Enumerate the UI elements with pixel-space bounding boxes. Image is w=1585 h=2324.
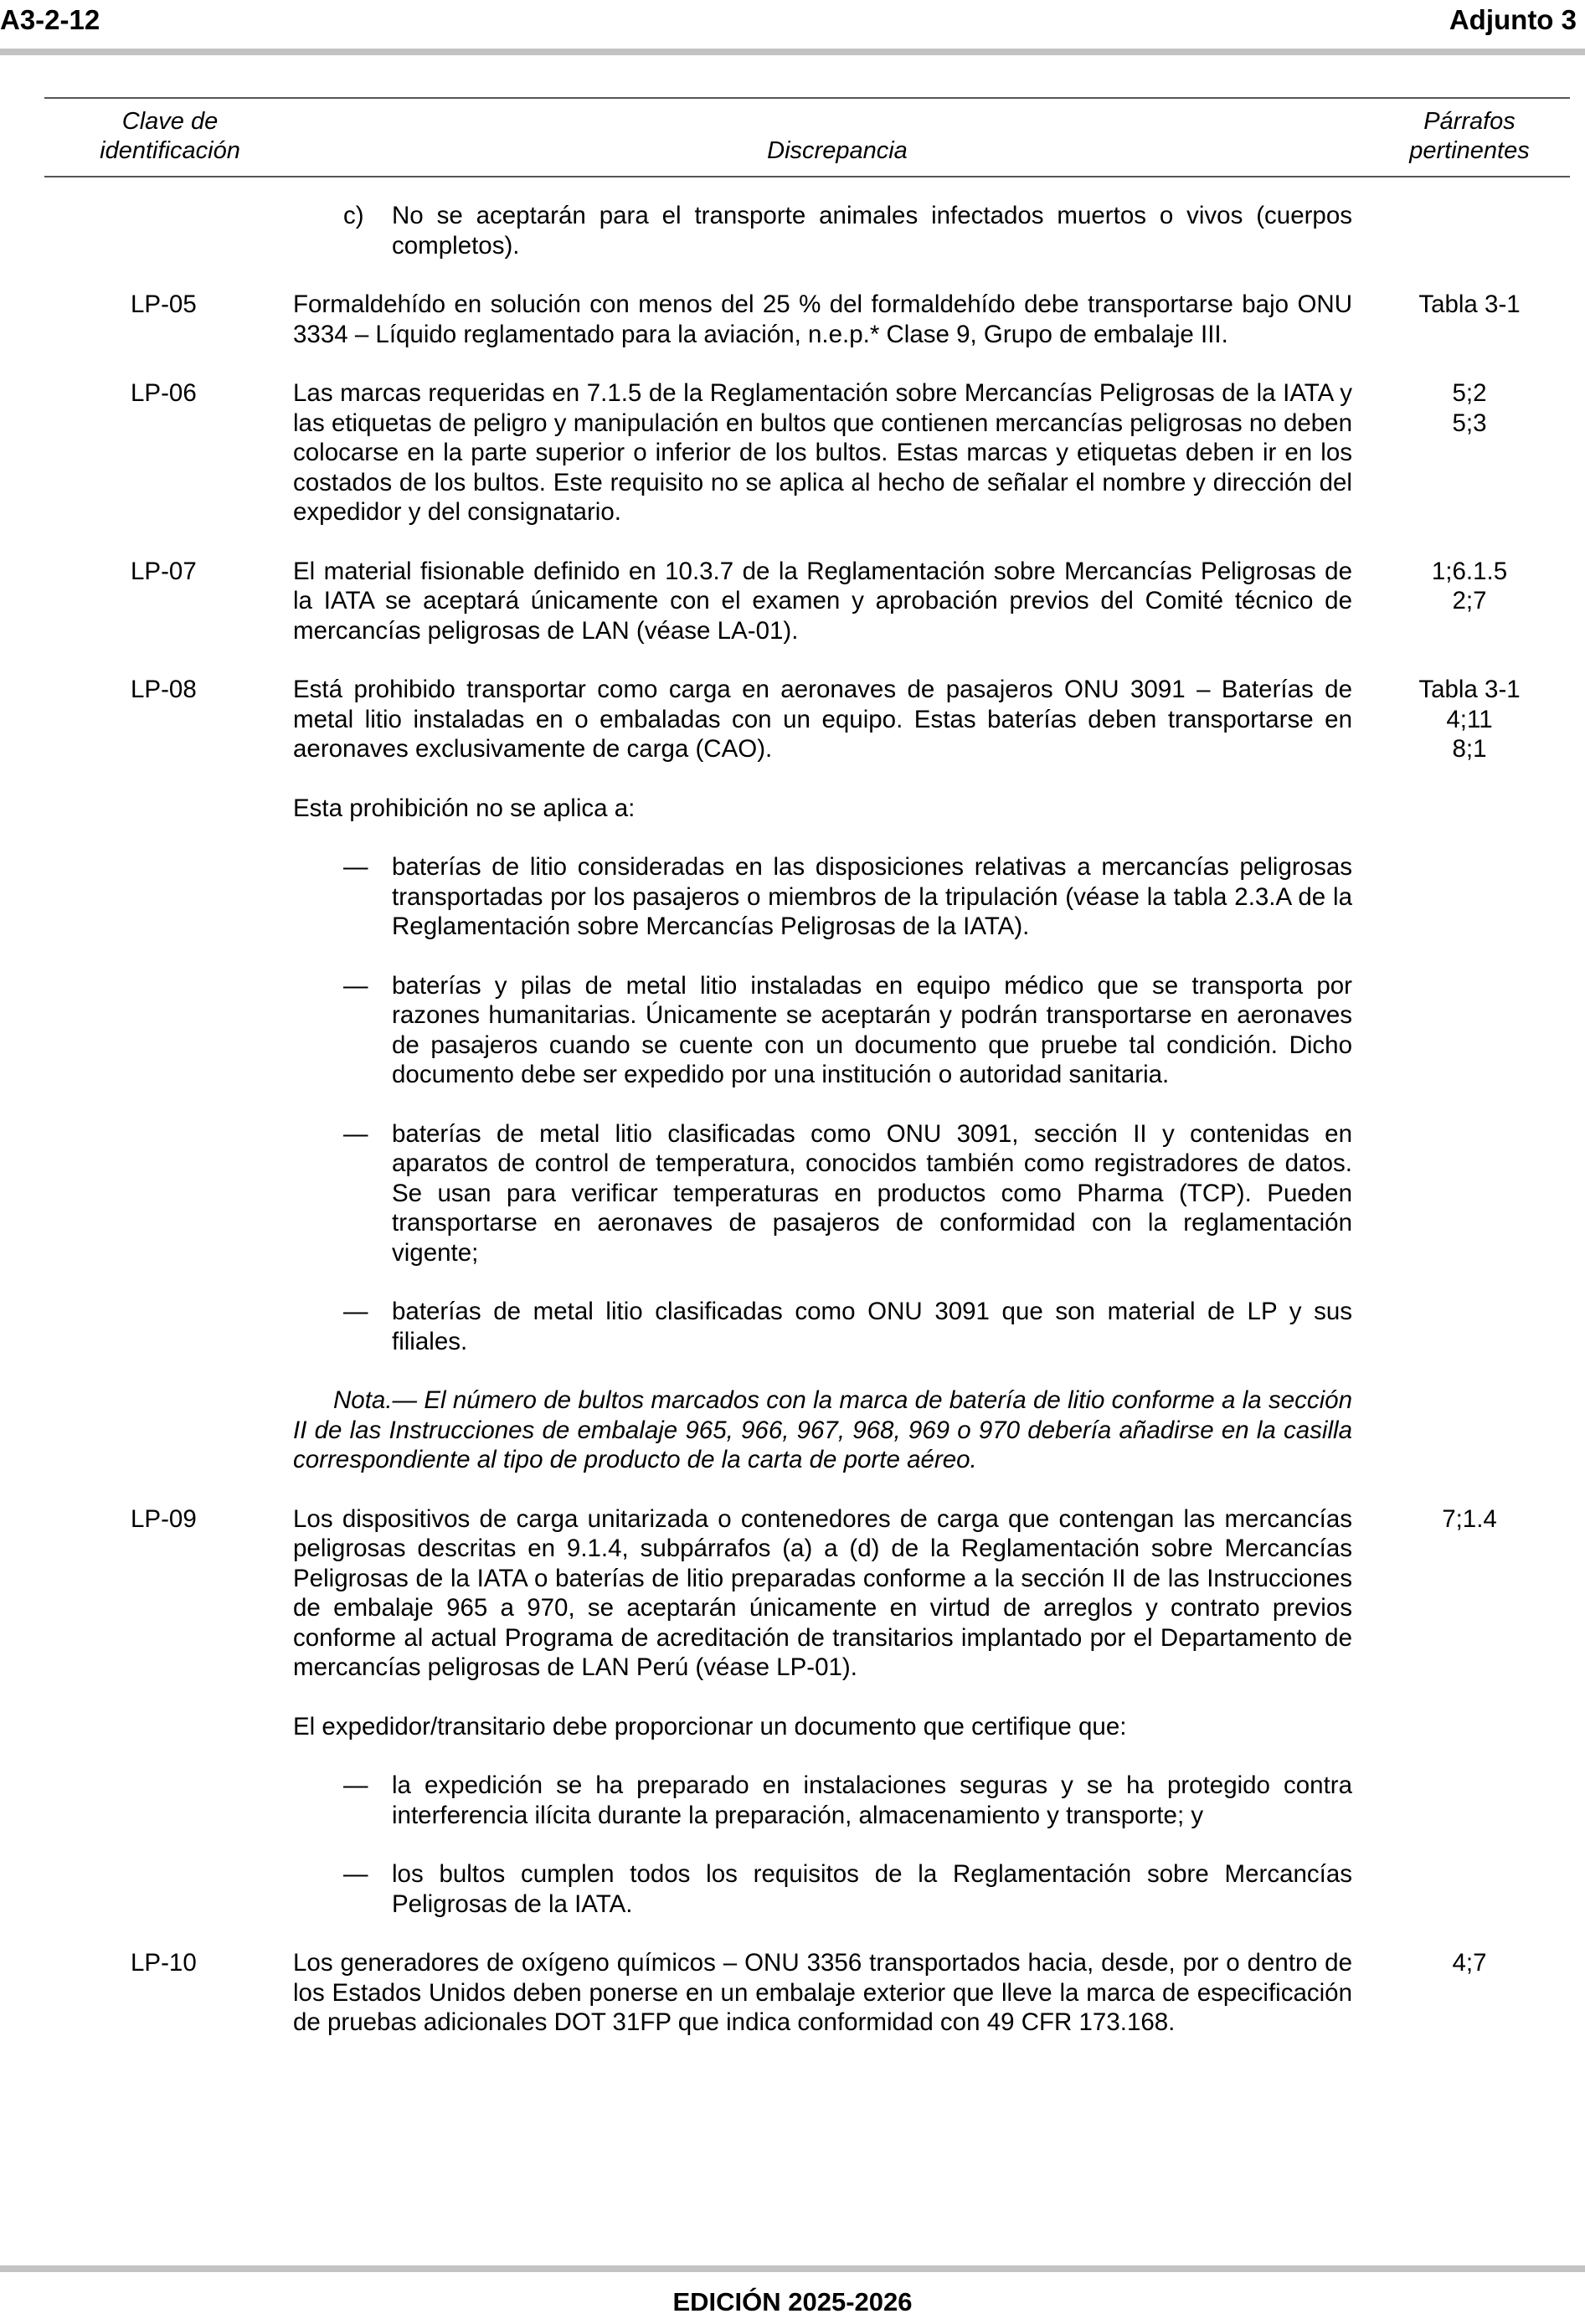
- footer-divider: [0, 2265, 1585, 2272]
- ref-item: 8;1: [1452, 735, 1487, 763]
- ref-item: 4;11: [1446, 705, 1493, 733]
- discrepancy-text: El expedidor/transitario debe proporcionar un documento que certifique que:: [293, 1712, 1127, 1740]
- table-row: [0, 1504, 1585, 1920]
- row-key: LP-06: [131, 379, 197, 407]
- row-key: LP-05: [131, 290, 197, 318]
- dash-marker: —: [343, 1119, 368, 1148]
- row-discrepancy: [293, 1504, 1352, 1920]
- row-discrepancy: [293, 557, 1352, 646]
- ref-item: 2;7: [1452, 587, 1487, 614]
- row-discrepancy: [293, 290, 1352, 349]
- edition-footer: EDICIÓN 2025-2026: [672, 2287, 913, 2316]
- dash-marker: —: [343, 971, 368, 1000]
- note-text: Nota.— El número de bultos marcados con la marca de batería de litio conforme a la sección II de las Instrucciones de embalaje 965, 966, 967, 968, 969 o 970 debería añadirse en la casilla correspondiente al tipo de producto de la carta de porte aéreo.: [293, 1386, 1352, 1473]
- discrepancy-table: [0, 201, 1585, 2067]
- row-key: LP-10: [131, 1949, 197, 1977]
- list-item: [293, 1771, 1352, 1830]
- list-item-text: la expedición se ha preparado en instalaciones seguras y se ha protegido contra interferencia ilícita durante la preparación, almacenamiento y transporte; y: [392, 1771, 1352, 1829]
- attachment-label: Adjunto 3: [1449, 4, 1577, 35]
- row-discrepancy: [293, 675, 1352, 1475]
- list-marker: c): [343, 202, 364, 229]
- discrepancy-text: Esta prohibición no se aplica a:: [293, 794, 636, 822]
- ref-item: 5;3: [1452, 409, 1487, 437]
- column-header-refs-line1: Párrafos: [1423, 108, 1516, 135]
- table-top-rule: [44, 97, 1570, 99]
- dash-marker: —: [343, 853, 368, 881]
- row-refs: [1361, 1504, 1578, 1535]
- column-header-refs-line2: pertinentes: [1409, 137, 1530, 164]
- column-header-key-line1: Clave de: [121, 108, 219, 135]
- discrepancy-text: Las marcas requeridas en 7.1.5 de la Reglamentación sobre Mercancías Peligrosas de la IATA y las etiquetas de peligro y manipulación en bultos que contienen mercancías peligrosas no deben colocarse en la parte superior o inferior de los bultos. Estas marcas y etiquetas deben ir en los costados de los bultos. Este requisito no se aplica al hecho de señalar el nombre y dirección del expedidor y del consignatario.: [293, 379, 1352, 526]
- row-discrepancy: [293, 378, 1352, 527]
- ref-item: 1;6.1.5: [1431, 557, 1508, 585]
- table-row: [0, 378, 1585, 527]
- row-refs: [1361, 675, 1578, 764]
- row-refs: [1361, 1948, 1578, 1978]
- row-refs: [1361, 290, 1578, 320]
- discrepancy-text: Los dispositivos de carga unitarizada o contenedores de carga que contengan las mercancías peligrosas descritas en 9.1.4, subpárrafos (a) a (d) de la Reglamentación sobre Mercancías Peligrosas de la IATA o baterías de litio preparadas conforme a la sección II de las Instrucciones de embalaje 965 a 970, se aceptarán únicamente en virtud de arreglos y contrato previos conforme al actual Programa de acreditación de transitarios implantado por el Departamento de mercancías peligrosas de LAN Perú (véase LP-01).: [293, 1504, 1352, 1681]
- row-refs: [1361, 378, 1578, 438]
- table-header-rule: [44, 176, 1570, 177]
- discrepancy-text: Los generadores de oxígeno químicos – ONU 3356 transportados hacia, desde, por o dentro de los Estados Unidos deben ponerse en un embalaje exterior que lleve la marca de especificación de pruebas adicionales DOT 31FP que indica conformidad con 49 CFR 173.168.: [293, 1949, 1352, 2036]
- table-row: [0, 675, 1585, 1475]
- list-item-text: baterías y pilas de metal litio instaladas en equipo médico que se transporta por razones humanitarias. Únicamente se aceptarán y podrán transportarse en aeronaves de pasajeros cuando se cuente con un documento que pruebe tal condición. Dicho documento debe ser expedido por una institución o autoridad sanitaria.: [392, 971, 1352, 1088]
- discrepancy-text: El material fisionable definido en 10.3.7 de la Reglamentación sobre Mercancías Peligrosas de la IATA se aceptará únicamente con el examen y aprobación previos del Comité técnico de mercancías peligrosas de LAN (véase LA-01).: [293, 557, 1352, 645]
- row-refs: [1361, 557, 1578, 616]
- page-number: A3-2-12: [0, 4, 100, 35]
- list-item-text: No se aceptarán para el transporte animales infectados muertos o vivos (cuerpos completos).: [392, 202, 1352, 260]
- list-item-text: baterías de litio consideradas en las disposiciones relativas a mercancías peligrosas transportadas por los pasajeros o miembros de la tripulación (véase la tabla 2.3.A de la Reglamentación sobre Mercancías Peligrosas de la IATA).: [392, 853, 1352, 940]
- header-divider: [0, 49, 1585, 55]
- dash-marker: —: [343, 1298, 368, 1325]
- list-item: [293, 1859, 1352, 1919]
- dash-marker: —: [343, 1860, 368, 1888]
- table-row: [0, 290, 1585, 349]
- ref-item: 7;1.4: [1442, 1504, 1497, 1533]
- column-header-key-line2: identificación: [100, 137, 240, 164]
- ref-item: 4;7: [1452, 1949, 1487, 1977]
- row-discrepancy: [293, 1948, 1352, 2038]
- list-item-text: baterías de metal litio clasificadas como ONU 3091 que son material de LP y sus filiales.: [392, 1298, 1352, 1355]
- table-row: [0, 1948, 1585, 2038]
- table-row: [0, 557, 1585, 646]
- discrepancy-text: Está prohibido transportar como carga en aeronaves de pasajeros ONU 3091 – Baterías de metal litio instaladas en o embaladas con un equipo. Estas baterías deben transportarse en aeronaves exclusivamente de carga (CAO).: [293, 676, 1352, 763]
- column-header-discrepancy: Discrepancia: [767, 137, 908, 164]
- discrepancy-text: Formaldehído en solución con menos del 25 % del formaldehído debe transportarse bajo ONU 3334 – Líquido reglamentado para la aviación, n.e.p.* Clase 9, Grupo de embalaje III.: [293, 290, 1352, 348]
- column-header-refs: [1361, 107, 1578, 166]
- list-item: [293, 201, 1352, 260]
- ref-item: Tabla 3-1: [1418, 676, 1521, 703]
- list-item: [293, 852, 1352, 942]
- dash-marker: —: [343, 1771, 368, 1799]
- list-item: [293, 1297, 1352, 1356]
- list-item: [293, 971, 1352, 1090]
- column-header-key: [44, 107, 296, 166]
- list-item-text: baterías de metal litio clasificadas como ONU 3091, sección II y contenidas en aparatos de control de temperatura, conocidos también como registradores de datos. Se usan para verificar temperaturas en productos como Pharma (TCP). Pueden transportarse en aeronaves de pasajeros de conformidad con la reglamentación vigente;: [392, 1119, 1352, 1267]
- list-item-text: los bultos cumplen todos los requisitos de la Reglamentación sobre Mercancías Peligrosas de la IATA.: [392, 1860, 1352, 1918]
- list-item: [293, 1119, 1352, 1268]
- row-key: LP-07: [131, 557, 197, 585]
- ref-item: 5;2: [1452, 379, 1487, 407]
- row-key: LP-09: [131, 1504, 197, 1533]
- ref-item: Tabla 3-1: [1418, 290, 1521, 318]
- continuation-row: [0, 201, 1585, 260]
- row-key: LP-08: [131, 676, 197, 703]
